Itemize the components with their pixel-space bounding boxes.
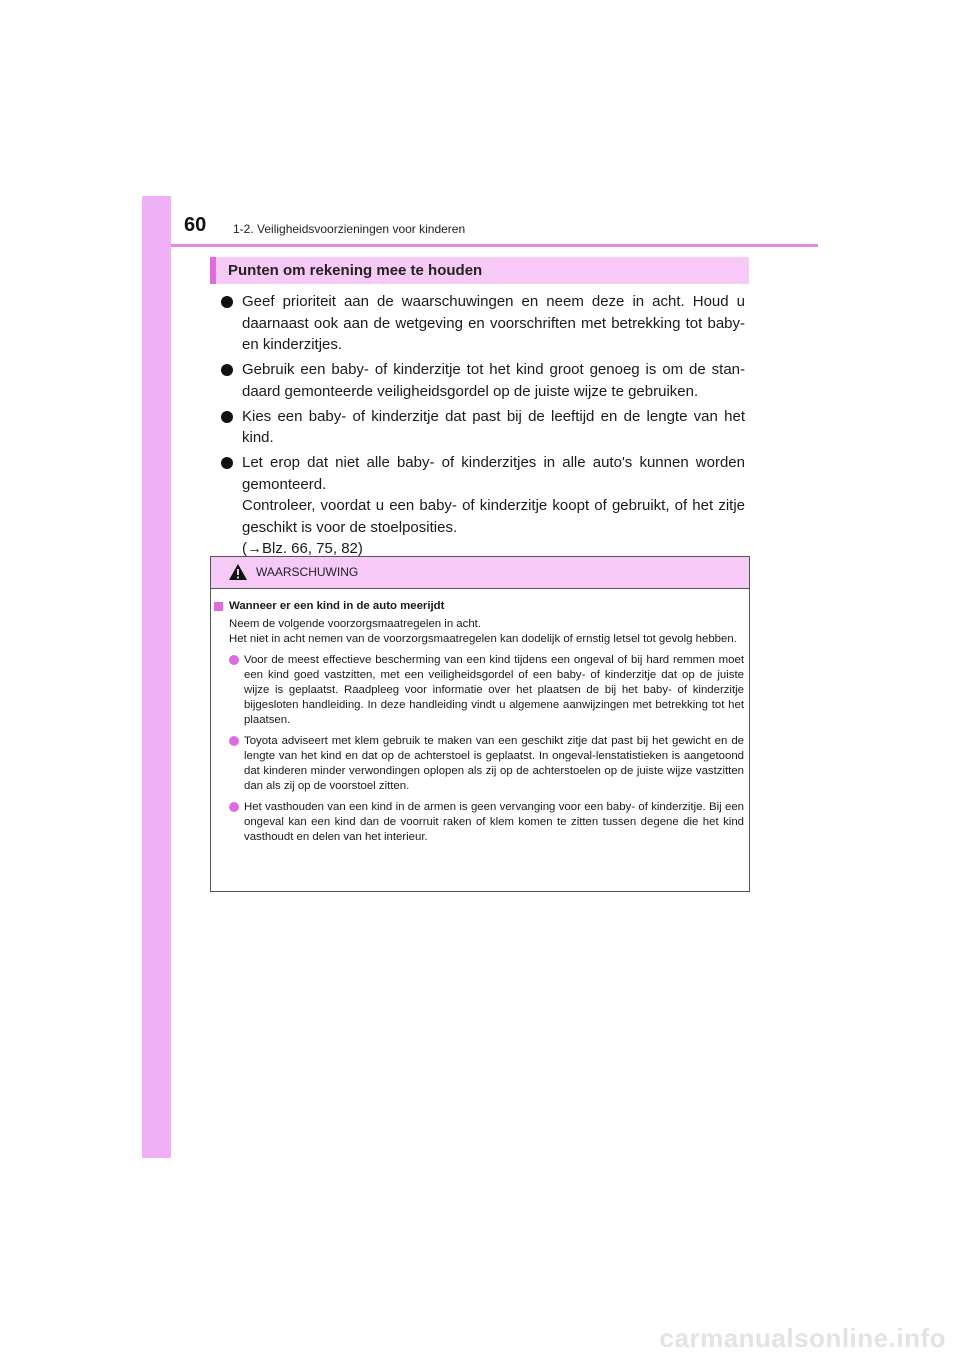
warning-item-text: Voor de meest effectieve bescherming van een kind tijdens een ongeval of bij hard remmen moet een kind goed vastzitten, met een veiligheidsgordel of een baby- of kinderzitje dat op de juiste wijze is geplaatst. Raadpleeg voor informatie over het plaatsen de bij het baby- of kinderzitje bijgesloten handleiding. In deze handleiding vindt u algemene aanwijzingen met betrekking tot het plaatsen. [244, 654, 744, 726]
list-item [221, 291, 745, 356]
warning-intro-line: Het niet in acht nemen van de voorzorgsmaatregelen kan dodelijk of ernstig letsel tot gevolg hebben. [229, 633, 737, 645]
square-bullet-icon [214, 602, 223, 611]
section-title: 1-2. Veiligheidsvoorzieningen voor kinderen [233, 222, 466, 236]
warning-list [214, 653, 744, 845]
points-header-title: Punten om rekening mee te houden [228, 262, 483, 279]
points-list [221, 291, 745, 563]
header-rule [171, 244, 818, 247]
warning-intro [229, 617, 744, 647]
warning-list-item [214, 800, 744, 845]
warning-header [211, 557, 749, 589]
warning-list-item [214, 734, 744, 794]
list-item [221, 359, 745, 402]
bullet-dot-icon [229, 802, 239, 812]
bullet-dot-icon [221, 457, 233, 469]
list-item [221, 406, 745, 449]
warning-title: WAARSCHUWING [256, 565, 359, 579]
side-color-band [142, 196, 171, 1158]
page-number: 60 [184, 214, 207, 236]
bullet-dot-icon [221, 411, 233, 423]
list-item-text: Kies een baby- of kinderzitje dat past bij de leeftijd en de lengte van het kind. [242, 407, 745, 446]
warning-list-item [214, 653, 744, 728]
list-item-text: Geef prioriteit aan de waarschuwingen en neem deze in acht. Houd u daarnaast ook aan de wetgeving en voorschriften met betrekking tot baby- en kinderzitjes. [242, 293, 745, 353]
warning-item-text: Het vasthouden van een kind in de armen is geen vervanging voor een baby- of kinderzitje. Bij een ongeval kan een kind dan de voorruit raken of klem komen te zitten tussen degene die het kind vasthoudt en delen van het interieur. [244, 801, 744, 843]
warning-subhead [214, 599, 744, 614]
list-item [221, 452, 745, 560]
list-item-text: Gebruik een baby- of kinderzitje tot het kind groot genoeg is om de stan-daard gemonteerde veiligheidsgordel op de juiste wijze te gebruiken. [242, 361, 745, 400]
bullet-dot-icon [229, 655, 239, 665]
warning-subhead-text: Wanneer er een kind in de auto meerijdt [229, 600, 445, 612]
list-item-text: Let erop dat niet alle baby- of kinderzitjes in alle auto's kunnen worden gemonteerd. [242, 454, 745, 493]
bullet-dot-icon [221, 296, 233, 308]
list-item-text-continued: Controleer, voordat u een baby- of kinderzitje koopt of gebruikt, of het zitje geschikt is voor de stoelposities. [242, 497, 745, 536]
bullet-dot-icon [229, 736, 239, 746]
warning-triangle-icon [228, 563, 248, 586]
watermark: carmanualsonline.info [659, 1323, 946, 1353]
warning-box [210, 556, 750, 892]
warning-body [214, 599, 744, 851]
page-reference-link[interactable]: (→Blz. 66, 75, 82) [242, 540, 363, 557]
warning-intro-line: Neem de volgende voorzorgsmaatregelen in acht. [229, 618, 482, 630]
bullet-dot-icon [221, 364, 233, 376]
warning-item-text: Toyota adviseert met klem gebruik te maken van een geschikt zitje dat past bij het gewicht en de lengte van het kind en dat op de achterstoel is geplaatst. In ongeval-lenstatistieken is aangetoond dat kinderen minder verwondingen oplopen als zij op de achterstoelen op de juiste wijze vastzitten dan als zij op de voorstoel zitten. [244, 735, 744, 792]
points-header-bar [210, 257, 749, 284]
